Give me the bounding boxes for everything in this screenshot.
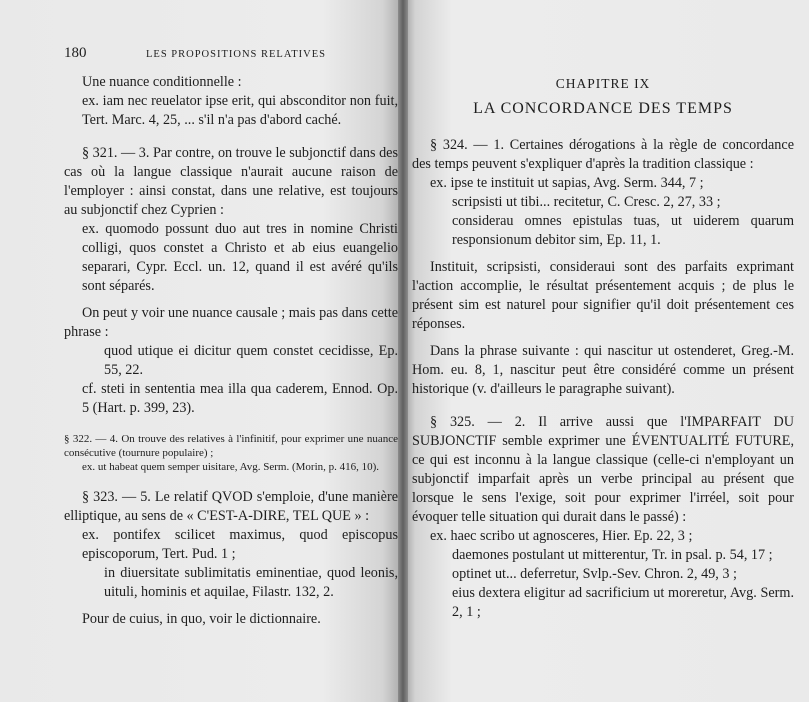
book-gutter — [398, 0, 408, 702]
paragraph: Une nuance conditionnelle : — [82, 74, 242, 90]
left-page — [0, 0, 403, 702]
section-321: § 321. — 3. Par contre, on trouve le subjonctif dans des cas où la langue classique n'aurait aucune raison de l'employer : ainsi constat, dans une relative, est toujours au subjonctif chez Cyprien : — [64, 145, 399, 218]
paragraph: Pour de cuius, in quo, voir le dictionnaire. — [82, 611, 321, 627]
example: ex. iam nec reuelator ipse erit, qui absconditor non fuit, Tert. Marc. 4, 25, ... s'il n'a pas d'abord caché. — [82, 93, 398, 128]
small-print-block — [64, 432, 398, 474]
example: ex. quomodo possunt duo aut tres in nomine Christi colligi, quos constet a Christo et ab eius euangelio separari, Cypr. Eccl. un. 12, quand il est avéré qu'ils sont séparés. — [82, 221, 398, 294]
section-322: § 322. — 4. On trouve des relatives à l'infinitif, pour exprimer une nuance consécutive (tournure populaire) ; — [64, 433, 398, 459]
section-323: § 323. — 5. Le relatif QVOD s'emploie, d'une manière elliptique, au sens de « C'EST-A-DIRE, TEL QUE » : — [64, 489, 398, 524]
example: considerau omnes epistulas tuas, ut uiderem quarum responsionum debitor sim, Ep. 11, 1. — [452, 213, 794, 248]
running-header — [64, 44, 398, 64]
right-page-content — [412, 70, 794, 622]
section-324: § 324. — 1. Certaines dérogations à la règle de concordance des temps peuvent s'expliquer d'après la tradition classique : — [412, 137, 794, 172]
section-325: § 325. — 2. Il arrive aussi que l'IMPARFAIT DU SUBJONCTIF semble exprimer une ÉVENTUALITÉ FUTURE, ce qui est inconnu à la langue classique (celle-ci n'employant un subjonctif imparfait après un verbe principal au présent que lorsque le sens l'exige, soit pour exprimer l'irréel, soit pour évoquer telle situation qui durait dans le passé) : — [412, 414, 794, 525]
example: daemones postulant ut mitterentur, Tr. in psal. p. 54, 17 ; — [452, 547, 773, 563]
chapter-label: CHAPITRE IX — [555, 76, 651, 91]
example: optinet ut... deferretur, Svlp.-Sev. Chron. 2, 49, 3 ; — [452, 566, 737, 582]
example: eius dextera eligitur ad sacrificium ut moreretur, Avg. Serm. 2, 1 ; — [452, 585, 794, 620]
example: ex. ipse te instituit ut sapias, Avg. Serm. 344, 7 ; — [430, 175, 704, 191]
right-page — [403, 0, 809, 702]
example: cf. steti in sententia mea illa qua caderem, Ennod. Op. 5 (Hart. p. 399, 23). — [82, 381, 398, 416]
paragraph: Dans la phrase suivante : qui nascitur ut ostenderet, Greg.-M. Hom. eu. 8, 1, nascitur peut être considéré comme un présent historique (v. d'ailleurs le paragraphe suivant). — [412, 343, 794, 397]
example: scripsisti ut tibi... recitetur, C. Cresc. 2, 27, 33 ; — [452, 194, 721, 210]
example: ex. pontifex scilicet maximus, quod episcopus episcoporum, Tert. Pud. 1 ; — [82, 527, 398, 562]
example: in diuersitate sublimitatis eminentiae, quod leonis, uituli, hominis et aquilae, Filastr. 132, 2. — [104, 565, 398, 600]
running-head-title: LES PROPOSITIONS RELATIVES — [146, 49, 327, 60]
left-page-content — [64, 44, 398, 629]
example: ex. ut habeat quem semper uisitare, Avg. Serm. (Morin, p. 416, 10). — [82, 461, 380, 473]
example: quod utique ei dicitur quem constet cecidisse, Ep. 55, 22. — [104, 343, 398, 378]
example: ex. haec scribo ut agnosceres, Hier. Ep. 22, 3 ; — [430, 528, 693, 544]
page-number: 180 — [64, 45, 87, 61]
chapter-title: LA CONCORDANCE DES TEMPS — [473, 100, 733, 117]
paragraph: Instituit, scripsisti, consideraui sont des parfaits exprimant l'action accomplie, le résultat présentement acquis ; de plus le présent sim est naturel pour signifier qu'il doit présentement ces réponses. — [412, 259, 794, 332]
paragraph: On peut y voir une nuance causale ; mais pas dans cette phrase : — [64, 305, 398, 340]
